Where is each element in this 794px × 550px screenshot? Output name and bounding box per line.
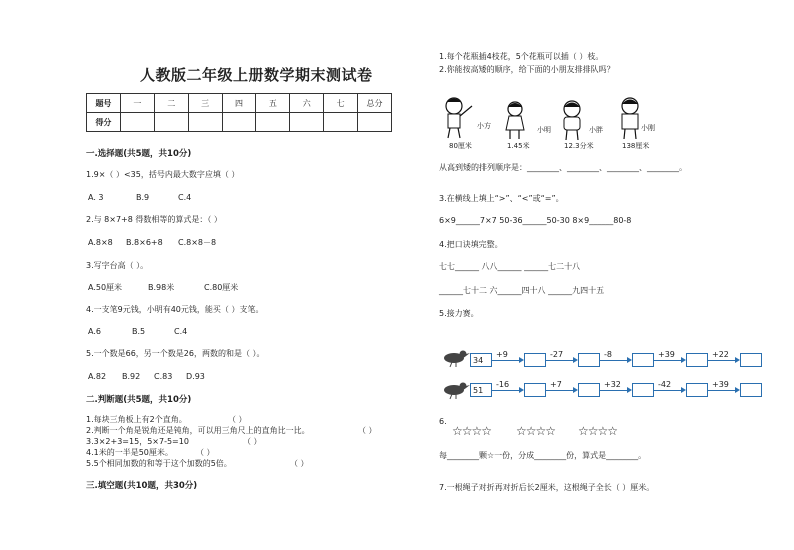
relay-arrow — [492, 350, 524, 367]
relay-answer-box[interactable] — [524, 353, 546, 367]
relay-op: +32 — [604, 380, 621, 389]
score-table — [86, 93, 392, 132]
question-5: 5.一个数是66，另一个数是26，两数的和是（ ）。 — [86, 349, 265, 358]
relay-chain-1 — [470, 350, 762, 367]
relay-arrow — [600, 350, 632, 367]
relay-answer-box[interactable] — [686, 383, 708, 397]
judge-2: 2.判断一个角是锐角还是钝角，可以用三角尺上的直角比一比。 — [86, 426, 310, 435]
relay-start-box: 51 — [470, 383, 492, 397]
star-group-3: ☆☆☆☆ — [578, 424, 618, 438]
judge-2-paren: （ ） — [358, 426, 377, 435]
relay-op: -8 — [604, 350, 612, 359]
kid-name-3: 小胖 — [589, 126, 603, 134]
score-cell: 二 — [154, 94, 188, 113]
score-cell: 七 — [324, 94, 358, 113]
q1-option-b: B.9 — [136, 193, 150, 202]
star-division-line: 每________颗☆一份，分成________份，算式是________。 — [439, 451, 647, 460]
relay-arrow — [708, 350, 740, 367]
score-cell: 五 — [256, 94, 290, 113]
section-header-choice: 一.选择题(共5题，共10分) — [86, 149, 192, 159]
score-input-cell[interactable] — [154, 113, 188, 132]
kid-height-2: 1.45米 — [507, 142, 530, 150]
relay-answer-box[interactable] — [578, 383, 600, 397]
relay-arrow — [546, 350, 578, 367]
right-question-7: 7.一根绳子对折再对折后长2厘米，这根绳子全长（ ）厘米。 — [439, 483, 655, 492]
right-question-1: 1.每个花瓶插4枝花，5个花瓶可以插（ ）枝。 — [439, 52, 604, 61]
score-input-cell[interactable] — [120, 113, 154, 132]
relay-answer-box[interactable] — [740, 353, 762, 367]
q3-option-a: A.50厘米 — [88, 283, 123, 292]
relay-op: -27 — [550, 350, 564, 359]
relay-op: +39 — [712, 380, 729, 389]
judge-1: 1.每块三角板上有2个直角。 — [86, 415, 187, 424]
judge-1-paren: （ ） — [228, 415, 247, 424]
score-cell: 题号 — [87, 94, 121, 113]
kid-name-2: 小明 — [537, 126, 551, 134]
multiplication-rhyme-line-2: ______七十二 六______四十八 ______九四十五 — [439, 286, 605, 295]
judge-4: 4.1米的一半是50厘米。 — [86, 448, 173, 457]
q4-option-c: C.4 — [174, 327, 188, 336]
child-figure-icon — [556, 99, 592, 141]
relay-answer-box[interactable] — [632, 383, 654, 397]
score-table-header-row — [87, 94, 392, 113]
q5-option-c: C.83 — [154, 372, 173, 381]
q2-option-a: A.8×8 — [88, 238, 113, 247]
relay-answer-box[interactable] — [632, 353, 654, 367]
relay-arrow — [600, 380, 632, 397]
kid-height-4: 138厘米 — [622, 142, 650, 150]
section-header-judge: 二.判断题(共5题，共10分) — [86, 395, 192, 405]
score-cell: 四 — [222, 94, 256, 113]
right-question-2: 2.你能按高矮的顺序，给下面的小朋友排排队吗？ — [439, 65, 615, 74]
judge-4-paren: （ ） — [196, 448, 215, 457]
relay-arrow — [654, 380, 686, 397]
q5-option-a: A.82 — [88, 372, 107, 381]
relay-op: -16 — [496, 380, 510, 389]
q4-option-b: B.5 — [132, 327, 146, 336]
relay-answer-box[interactable] — [578, 353, 600, 367]
q1-option-c: C.4 — [178, 193, 192, 202]
relay-op: +7 — [550, 380, 562, 389]
q4-option-a: A.6 — [88, 327, 101, 336]
judge-3-paren: （ ） — [243, 437, 262, 446]
score-input-cell[interactable] — [256, 113, 290, 132]
relay-op: -42 — [658, 380, 672, 389]
relay-op: +22 — [712, 350, 729, 359]
relay-start-box: 34 — [470, 353, 492, 367]
relay-answer-box[interactable] — [524, 383, 546, 397]
relay-arrow — [492, 380, 524, 397]
q2-option-b: B.8×6+8 — [126, 238, 163, 247]
child-figure-icon — [500, 100, 534, 140]
score-cell: 六 — [290, 94, 324, 113]
relay-answer-box[interactable] — [740, 383, 762, 397]
score-cell: 总分 — [358, 94, 392, 113]
child-figure-icon — [614, 96, 650, 140]
q5-option-b: B.92 — [122, 372, 141, 381]
relay-arrow — [708, 380, 740, 397]
compare-items: 6×9______7×7 50-36______50-30 8×9______80-8 — [439, 216, 632, 225]
right-question-6: 6. — [439, 417, 447, 426]
kid-name-1: 小方 — [477, 122, 491, 130]
kid-name-4: 小刚 — [641, 124, 655, 132]
star-group-2: ☆☆☆☆ — [516, 424, 556, 438]
relay-answer-box[interactable] — [686, 353, 708, 367]
bird-icon — [440, 346, 470, 368]
relay-op: +9 — [496, 350, 508, 359]
relay-chain-2 — [470, 380, 762, 397]
judge-5-paren: （ ） — [290, 459, 309, 468]
score-input-cell[interactable] — [358, 113, 392, 132]
right-question-5: 5.接力赛。 — [439, 309, 479, 318]
height-order-line: 从高到矮的排列顺序是：________、________、________、________。 — [439, 163, 687, 172]
score-input-cell[interactable] — [222, 113, 256, 132]
right-question-3: 3.在横线上填上“>”、“<”或“=”。 — [439, 194, 564, 203]
q2-option-c: C.8×8－8 — [178, 238, 217, 247]
child-figure-icon — [440, 96, 478, 140]
multiplication-rhyme-line-1: 七七______ 八八______ ______七二十八 — [439, 262, 581, 271]
score-input-cell[interactable] — [290, 113, 324, 132]
page-title: 人教版二年级上册数学期末测试卷 — [140, 66, 373, 84]
question-4: 4.一支笔9元钱，小明有40元钱，能买（ ）支笔。 — [86, 305, 264, 314]
score-input-cell[interactable] — [324, 113, 358, 132]
question-3: 3.写字台高（ ）。 — [86, 261, 149, 270]
score-input-cell[interactable] — [188, 113, 222, 132]
q5-option-d: D.93 — [186, 372, 205, 381]
score-cell: 三 — [188, 94, 222, 113]
judge-5: 5.5个相同加数的和等于这个加数的5倍。 — [86, 459, 232, 468]
q3-option-b: B.98米 — [148, 283, 175, 292]
relay-op: +39 — [658, 350, 675, 359]
kid-height-1: 80厘米 — [449, 142, 472, 150]
question-2: 2.与 8×7+8 得数相等的算式是：（ ） — [86, 215, 222, 224]
q3-option-c: C.80厘米 — [204, 283, 239, 292]
score-table-score-row — [87, 113, 392, 132]
relay-arrow — [546, 380, 578, 397]
right-question-4: 4.把口诀填完整。 — [439, 240, 503, 249]
kid-height-3: 12.3分米 — [564, 142, 594, 150]
score-cell: 得分 — [87, 113, 121, 132]
relay-arrow — [654, 350, 686, 367]
score-cell: 一 — [120, 94, 154, 113]
question-1: 1.9×（ ）<35，括号内最大数字应填（ ） — [86, 170, 240, 179]
q1-option-a: A. 3 — [88, 193, 104, 202]
judge-3: 3.3×2+3=15，5×7-5=10 — [86, 437, 189, 446]
star-group-1: ☆☆☆☆ — [452, 424, 492, 438]
section-header-fill: 三.填空题(共10题，共30分) — [86, 481, 198, 491]
bird-icon — [440, 378, 470, 400]
